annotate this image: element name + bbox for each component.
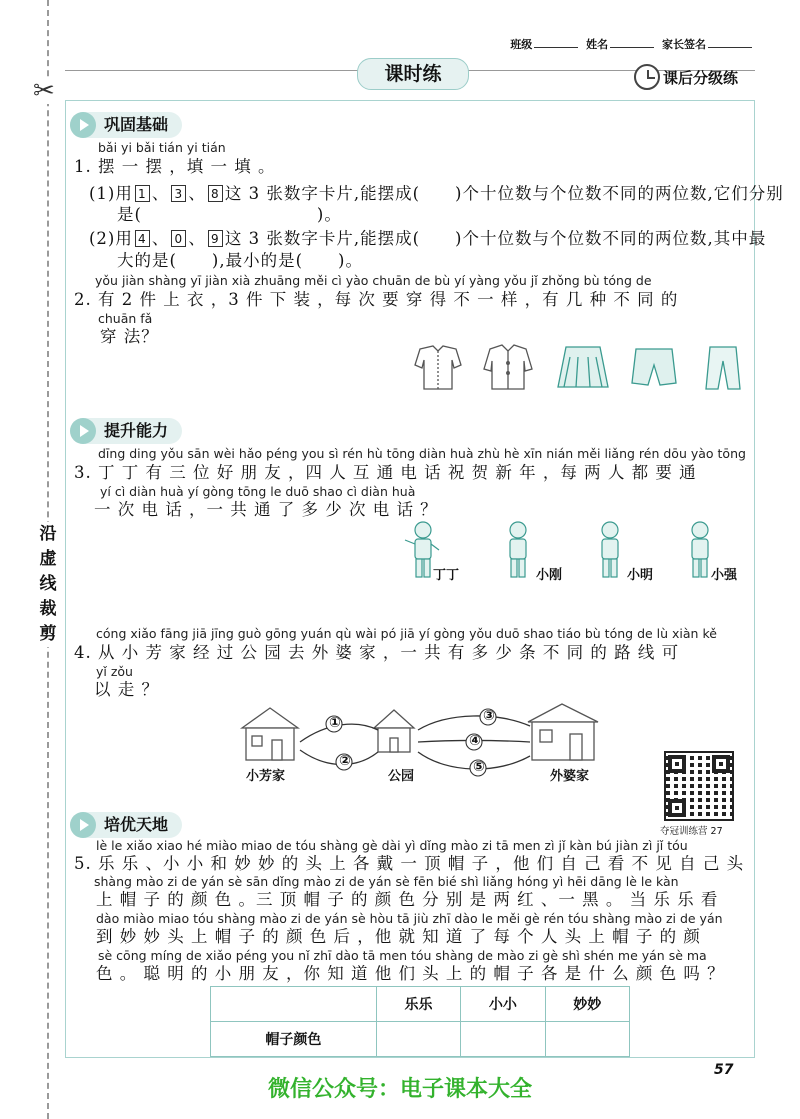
shirt-icon — [415, 346, 461, 389]
q1-part1: (1)用 1 、 3 、 8 这 3 张数字卡片,能摆成( )个十位数与个位数不同的两位数,它们分别 — [89, 184, 784, 203]
trousers-icon — [706, 347, 740, 389]
name-xiaogang: 小刚 — [536, 568, 563, 583]
q5-pinyin1: lè le xiǎo xiao hé miào miao de tóu shàng gè dài yì dǐng mào zi tā men zì jǐ kàn bú jiàn zì jǐ tóu — [96, 838, 688, 853]
digit-card: 4 — [135, 230, 150, 247]
name-field[interactable] — [610, 47, 654, 48]
q5-pinyin2: shàng mào zi de yán sè sān dǐng mào zi de yán sè fēn bié shì liǎng hóng yì hēi dāng lè le kàn — [94, 874, 679, 889]
scissors-icon: ✂ — [33, 76, 55, 106]
table-row — [211, 1022, 630, 1057]
table-header-xiaoxiao: 小小 — [461, 987, 545, 1022]
q1-title: 1. 摆 一 摆 ，填 一 填 。 — [74, 157, 276, 176]
parent-signature-label: 家长签名 — [662, 38, 706, 51]
lesson-title: 课时练 — [357, 58, 469, 90]
q1-pinyin: bǎi yi bǎi tián yi tián — [98, 140, 226, 155]
table-header-miaomiao: 妙妙 — [545, 987, 629, 1022]
q1-part2-answer[interactable]: 大的是( ),最小的是( )。 — [117, 251, 363, 270]
answer-cell-xiaoxiao[interactable] — [461, 1022, 545, 1057]
q4-pinyin2: yǐ zǒu — [96, 664, 133, 679]
q3-text1: 3. 丁 丁 有 三 位 好 朋 友 ，四 人 互 通 电 话 祝 贺 新 年 ，每 两 人 都 要 通 — [74, 463, 697, 482]
child-xiaoming-icon — [602, 522, 618, 577]
q3-pinyin2: yí cì diàn huà yí gòng tōng le duō shao cì diàn huà — [100, 484, 416, 499]
digit-card: 8 — [208, 185, 223, 202]
table-header-blank — [211, 987, 377, 1022]
section-improve: 提升能力 — [70, 418, 182, 444]
footer-watermark: 微信公众号：电子课本大全 — [267, 1077, 532, 1102]
route-label-4: ④ — [469, 733, 481, 749]
q4-text1: 4. 从 小 芳 家 经 过 公 园 去 外 婆 家 ，一 共 有 多 少 条 不 同 的 路 线 可 — [74, 643, 680, 662]
play-icon — [70, 418, 96, 444]
digit-card: 0 — [171, 230, 186, 247]
play-icon — [70, 812, 96, 838]
q2-pinyin1: yǒu jiàn shàng yī jiàn xià zhuāng měi cì yào chuān de bù yí yàng yǒu jǐ zhǒng bù tóng de — [95, 273, 652, 288]
q5-text4: 色 。 聪 明 的 小 朋 友 ，你 知 道 他 们 头 上 的 帽 子 各 是 什 么 颜 色 吗 ？ — [96, 964, 725, 983]
park-building-icon — [374, 710, 414, 752]
clothes-illustration — [405, 343, 750, 393]
child-xiaoqiang-icon — [692, 522, 708, 577]
route-label-3: ③ — [483, 708, 495, 724]
parent-signature-field[interactable] — [708, 47, 752, 48]
play-icon — [70, 112, 96, 138]
q2-text2: 穿 法？ — [100, 327, 159, 346]
student-info-fields — [510, 36, 756, 52]
route-label-1: ① — [329, 715, 341, 731]
q1-part2: (2)用 4 、 0 、 9 这 3 张数字卡片,能摆成( )个十位数与个位数不同的两位数,其中最 — [89, 229, 767, 248]
digit-card: 9 — [208, 230, 223, 247]
q1-part1-answer[interactable]: 是( )。 — [117, 205, 342, 224]
table-row-label: 帽子颜色 — [211, 1022, 377, 1057]
shorts-icon — [632, 349, 676, 385]
jacket-icon — [484, 345, 532, 389]
level-badge: 课后分级练 — [634, 64, 738, 90]
name-dingding: 丁丁 — [433, 568, 460, 583]
place-park: 公园 — [388, 769, 415, 784]
answer-cell-lele[interactable] — [376, 1022, 460, 1057]
q4-text2: 以 走 ？ — [94, 680, 159, 699]
name-xiaoming: 小明 — [627, 568, 654, 583]
place-xiaofang-home: 小芳家 — [246, 769, 286, 784]
q2-pinyin2: chuān fǎ — [98, 311, 153, 326]
q4-pinyin1: cóng xiǎo fāng jiā jīng guò gōng yuán qù wài pó jiā yí gòng yǒu duō shao tiáo bù tóng de lù xiàn kě — [96, 626, 717, 641]
q5-pinyin3: dào miào miao tóu shàng mào zi de yán sè hòu tā jiù zhī dào le měi gè rén tóu shàng mào zi de yán — [96, 911, 723, 926]
q5-text3: 到 妙 妙 头 上 帽 子 的 颜 色 后 ，他 就 知 道 了 每 个 人 头 上 帽 子 的 颜 — [96, 927, 701, 946]
cut-instruction: 沿 虚 线 裁 剪 — [35, 522, 61, 647]
section-basic: 巩固基础 — [70, 112, 182, 138]
name-label: 姓名 — [586, 38, 609, 51]
section-advanced: 培优天地 — [70, 812, 182, 838]
place-grandma-home: 外婆家 — [550, 769, 590, 784]
table-header-lele: 乐乐 — [376, 987, 460, 1022]
route-label-5: ⑤ — [473, 759, 485, 775]
child-xiaogang-icon — [510, 522, 526, 577]
alarm-clock-icon — [634, 64, 660, 90]
hat-color-table — [210, 986, 630, 1057]
q5-text2: 上 帽 子 的 颜 色 。三 顶 帽 子 的 颜 色 分 别 是 两 红 、一 黑 。 当 乐 乐 看 — [96, 890, 719, 909]
skirt-icon — [558, 347, 608, 387]
q5-pinyin4: sè cōng míng de xiǎo péng you nǐ zhī dào tā men tóu shàng de mào zi gè shì shén me yán sè ma — [98, 948, 707, 963]
answer-cell-miaomiao[interactable] — [545, 1022, 629, 1057]
qr-code[interactable] — [664, 751, 734, 821]
qr-caption: 夺冠训练营 27 — [660, 826, 723, 837]
q3-pinyin1: dīng ding yǒu sān wèi hǎo péng you sì rén hù tōng diàn huà zhù hè xīn nián měi liǎng rén dōu yào tōng — [98, 446, 746, 461]
house-grandma-icon — [528, 704, 598, 760]
q2-text1: 2. 有 2 件 上 衣 ，3 件 下 装 ，每 次 要 穿 得 不 一 样 ，有 几 种 不 同 的 — [74, 290, 679, 309]
route-label-2: ② — [339, 753, 351, 769]
name-xiaoqiang: 小强 — [711, 568, 738, 583]
page-number: 57 — [714, 1062, 734, 1078]
house-xiaofang-icon — [242, 708, 298, 760]
q3-text2: 一 次 电 话 ，一 共 通 了 多 少 次 电 话 ？ — [94, 500, 438, 519]
digit-card: 3 — [171, 185, 186, 202]
class-field[interactable] — [534, 47, 578, 48]
table-row — [211, 987, 630, 1022]
class-label: 班级 — [510, 38, 533, 51]
q5-text1: 5. 乐 乐 、小 小 和 妙 妙 的 头 上 各 戴 一 顶 帽 子 ，他 们 自 己 看 不 见 自 己 头 — [74, 854, 745, 873]
digit-card: 1 — [135, 185, 150, 202]
